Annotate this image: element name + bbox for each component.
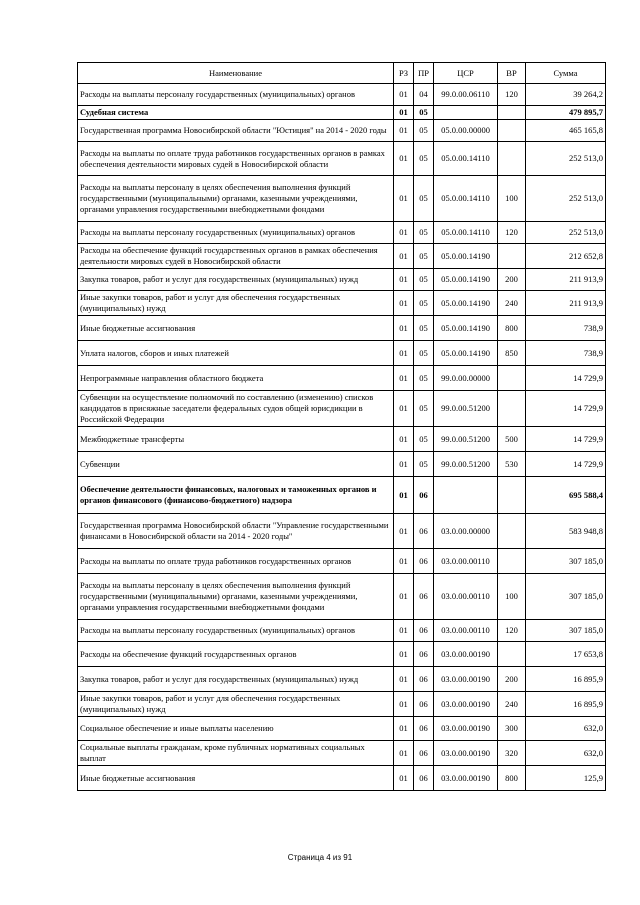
- table-row: [78, 316, 606, 341]
- cell-pr: 05: [414, 222, 434, 244]
- cell-pr: 05: [414, 291, 434, 316]
- cell-csr: 99.0.00.00000: [434, 366, 498, 391]
- cell-name: Социальное обеспечение и иные выплаты населению: [78, 717, 394, 741]
- table-row: [78, 84, 606, 106]
- cell-sum: 632,0: [526, 741, 606, 766]
- cell-vr: [498, 391, 526, 427]
- cell-sum: 16 895,9: [526, 667, 606, 692]
- cell-name: Государственная программа Новосибирской области "Юстиция" на 2014 - 2020 годы: [78, 120, 394, 142]
- cell-rz: 01: [394, 269, 414, 291]
- cell-name: Межбюджетные трансферты: [78, 427, 394, 452]
- cell-vr: 200: [498, 269, 526, 291]
- cell-vr: [498, 642, 526, 667]
- page-number: Страница 4 из 91: [287, 853, 353, 862]
- cell-rz: 01: [394, 366, 414, 391]
- cell-pr: 06: [414, 667, 434, 692]
- table-row: [78, 106, 606, 120]
- cell-csr: 03.0.00.00190: [434, 642, 498, 667]
- cell-name: Расходы на выплаты персоналу государственных (муниципальных) органов: [78, 222, 394, 244]
- table-row: [78, 642, 606, 667]
- cell-rz: 01: [394, 766, 414, 791]
- cell-name: Расходы на выплаты персоналу в целях обеспечения выполнения функций государственными (муниципальными) органами, казенными учреждениями, органами управления государственными внебюджетными фондами: [78, 574, 394, 620]
- cell-rz: 01: [394, 549, 414, 574]
- cell-vr: [498, 142, 526, 176]
- cell-rz: 01: [394, 741, 414, 766]
- cell-rz: 01: [394, 427, 414, 452]
- cell-sum: 307 185,0: [526, 620, 606, 642]
- cell-csr: 03.0.00.00110: [434, 549, 498, 574]
- cell-sum: 211 913,9: [526, 269, 606, 291]
- cell-name: Непрограммные направления областного бюджета: [78, 366, 394, 391]
- budget-table: [77, 62, 606, 791]
- table-header-row: [78, 63, 606, 84]
- cell-vr: [498, 244, 526, 269]
- cell-rz: 01: [394, 244, 414, 269]
- cell-sum: 14 729,9: [526, 391, 606, 427]
- table-row: [78, 452, 606, 477]
- cell-vr: [498, 106, 526, 120]
- table-row: [78, 667, 606, 692]
- cell-vr: [498, 549, 526, 574]
- table-row: [78, 427, 606, 452]
- cell-sum: 307 185,0: [526, 574, 606, 620]
- cell-pr: 06: [414, 620, 434, 642]
- cell-rz: 01: [394, 391, 414, 427]
- cell-rz: 01: [394, 667, 414, 692]
- cell-pr: 06: [414, 717, 434, 741]
- cell-name: Расходы на выплаты персоналу государственных (муниципальных) органов: [78, 84, 394, 106]
- cell-vr: 850: [498, 341, 526, 366]
- table-row: [78, 549, 606, 574]
- cell-pr: 06: [414, 642, 434, 667]
- cell-csr: 03.0.00.00190: [434, 766, 498, 791]
- table-row: [78, 244, 606, 269]
- cell-sum: 16 895,9: [526, 692, 606, 717]
- cell-name: Расходы на обеспечение функций государственных органов в рамках обеспечения деятельности мировых судей в Новосибирской области: [78, 244, 394, 269]
- cell-rz: 01: [394, 142, 414, 176]
- table-row: [78, 366, 606, 391]
- cell-rz: 01: [394, 222, 414, 244]
- cell-sum: 14 729,9: [526, 452, 606, 477]
- cell-pr: 06: [414, 741, 434, 766]
- cell-rz: 01: [394, 574, 414, 620]
- table-row: [78, 766, 606, 791]
- table-row: [78, 391, 606, 427]
- cell-sum: 252 513,0: [526, 222, 606, 244]
- cell-vr: [498, 120, 526, 142]
- header-name: Наименование: [78, 63, 394, 84]
- cell-csr: 05.0.00.14190: [434, 244, 498, 269]
- cell-vr: 800: [498, 766, 526, 791]
- table-row: [78, 142, 606, 176]
- cell-rz: 01: [394, 316, 414, 341]
- cell-name: Государственная программа Новосибирской области "Управление государственными финансами в Новосибирской области на 2014 - 2020 годы": [78, 514, 394, 549]
- cell-rz: 01: [394, 120, 414, 142]
- cell-pr: 06: [414, 514, 434, 549]
- cell-sum: 39 264,2: [526, 84, 606, 106]
- cell-name: Иные бюджетные ассигнования: [78, 316, 394, 341]
- cell-sum: 695 588,4: [526, 477, 606, 514]
- cell-pr: 06: [414, 477, 434, 514]
- cell-pr: 05: [414, 391, 434, 427]
- cell-sum: 465 165,8: [526, 120, 606, 142]
- cell-pr: 05: [414, 427, 434, 452]
- cell-pr: 05: [414, 120, 434, 142]
- cell-csr: 99.0.00.51200: [434, 427, 498, 452]
- cell-rz: 01: [394, 620, 414, 642]
- cell-name: Иные закупки товаров, работ и услуг для обеспечения государственных (муниципальных) нужд: [78, 291, 394, 316]
- cell-csr: 03.0.00.00190: [434, 692, 498, 717]
- cell-name: Субвенции на осуществление полномочий по составлению (изменению) списков кандидатов в присяжные заседатели федеральных судов общей юрисдикции в Российской Федерации: [78, 391, 394, 427]
- cell-rz: 01: [394, 291, 414, 316]
- cell-pr: 05: [414, 106, 434, 120]
- cell-name: Обеспечение деятельности финансовых, налоговых и таможенных органов и органов финансового (финансово-бюджетного) надзора: [78, 477, 394, 514]
- cell-sum: 14 729,9: [526, 366, 606, 391]
- cell-vr: 120: [498, 620, 526, 642]
- cell-csr: 03.0.00.00190: [434, 741, 498, 766]
- cell-name: Социальные выплаты гражданам, кроме публичных нормативных социальных выплат: [78, 741, 394, 766]
- cell-csr: 05.0.00.14190: [434, 269, 498, 291]
- cell-rz: 01: [394, 514, 414, 549]
- header-pr: ПР: [414, 63, 434, 84]
- cell-rz: 01: [394, 106, 414, 120]
- table-row: [78, 514, 606, 549]
- cell-csr: 05.0.00.14190: [434, 291, 498, 316]
- cell-csr: 99.0.00.51200: [434, 452, 498, 477]
- cell-sum: 17 653,8: [526, 642, 606, 667]
- table-row: [78, 291, 606, 316]
- cell-vr: 200: [498, 667, 526, 692]
- cell-rz: 01: [394, 84, 414, 106]
- cell-vr: 240: [498, 291, 526, 316]
- table-row: [78, 269, 606, 291]
- table-row: [78, 741, 606, 766]
- cell-name: Закупка товаров, работ и услуг для государственных (муниципальных) нужд: [78, 667, 394, 692]
- cell-pr: 06: [414, 766, 434, 791]
- cell-vr: 800: [498, 316, 526, 341]
- cell-csr: [434, 477, 498, 514]
- table-row: [78, 341, 606, 366]
- cell-pr: 05: [414, 176, 434, 222]
- cell-vr: [498, 366, 526, 391]
- cell-sum: 252 513,0: [526, 176, 606, 222]
- table-row: [78, 120, 606, 142]
- table-row: [78, 574, 606, 620]
- cell-pr: 05: [414, 452, 434, 477]
- cell-name: Судебная система: [78, 106, 394, 120]
- cell-rz: 01: [394, 341, 414, 366]
- cell-pr: 05: [414, 142, 434, 176]
- table-row: [78, 176, 606, 222]
- cell-name: Иные закупки товаров, работ и услуг для обеспечения государственных (муниципальных) нужд: [78, 692, 394, 717]
- table-row: [78, 717, 606, 741]
- cell-name: Расходы на выплаты по оплате труда работников государственных органов в рамках обеспечения деятельности мировых судей в Новосибирской области: [78, 142, 394, 176]
- cell-csr: 03.0.00.00190: [434, 717, 498, 741]
- cell-pr: 05: [414, 316, 434, 341]
- cell-sum: 252 513,0: [526, 142, 606, 176]
- header-rz: РЗ: [394, 63, 414, 84]
- header-csr: ЦСР: [434, 63, 498, 84]
- cell-csr: 03.0.00.00110: [434, 620, 498, 642]
- table-row: [78, 692, 606, 717]
- cell-vr: 300: [498, 717, 526, 741]
- cell-rz: 01: [394, 692, 414, 717]
- table-row: [78, 620, 606, 642]
- table-row: [78, 222, 606, 244]
- table-row: [78, 477, 606, 514]
- cell-name: Расходы на выплаты по оплате труда работников государственных органов: [78, 549, 394, 574]
- cell-pr: 06: [414, 574, 434, 620]
- cell-vr: [498, 514, 526, 549]
- header-sum: Сумма: [526, 63, 606, 84]
- cell-sum: 738,9: [526, 316, 606, 341]
- cell-pr: 04: [414, 84, 434, 106]
- cell-csr: 05.0.00.14190: [434, 341, 498, 366]
- cell-sum: 14 729,9: [526, 427, 606, 452]
- cell-vr: 240: [498, 692, 526, 717]
- cell-pr: 06: [414, 692, 434, 717]
- cell-csr: 99.0.00.06110: [434, 84, 498, 106]
- cell-csr: 05.0.00.14190: [434, 316, 498, 341]
- cell-csr: 05.0.00.14110: [434, 142, 498, 176]
- cell-rz: 01: [394, 477, 414, 514]
- cell-name: Расходы на обеспечение функций государственных органов: [78, 642, 394, 667]
- cell-rz: 01: [394, 717, 414, 741]
- cell-sum: 583 948,8: [526, 514, 606, 549]
- header-vr: ВР: [498, 63, 526, 84]
- cell-csr: 99.0.00.51200: [434, 391, 498, 427]
- cell-csr: 05.0.00.00000: [434, 120, 498, 142]
- cell-sum: 125,9: [526, 766, 606, 791]
- cell-sum: 307 185,0: [526, 549, 606, 574]
- cell-vr: 530: [498, 452, 526, 477]
- cell-pr: 05: [414, 366, 434, 391]
- cell-vr: 320: [498, 741, 526, 766]
- cell-rz: 01: [394, 452, 414, 477]
- cell-pr: 06: [414, 549, 434, 574]
- cell-csr: 03.0.00.00110: [434, 574, 498, 620]
- cell-name: Расходы на выплаты персоналу в целях обеспечения выполнения функций государственными (муниципальными) органами, казенными учреждениями, органами управления государственными внебюджетными фондами: [78, 176, 394, 222]
- cell-vr: [498, 477, 526, 514]
- cell-name: Закупка товаров, работ и услуг для государственных (муниципальных) нужд: [78, 269, 394, 291]
- cell-name: Уплата налогов, сборов и иных платежей: [78, 341, 394, 366]
- cell-rz: 01: [394, 642, 414, 667]
- cell-csr: 05.0.00.14110: [434, 222, 498, 244]
- cell-sum: 738,9: [526, 341, 606, 366]
- cell-csr: 03.0.00.00000: [434, 514, 498, 549]
- cell-vr: 120: [498, 222, 526, 244]
- cell-sum: 212 652,8: [526, 244, 606, 269]
- cell-csr: 03.0.00.00190: [434, 667, 498, 692]
- cell-pr: 05: [414, 269, 434, 291]
- cell-name: Иные бюджетные ассигнования: [78, 766, 394, 791]
- cell-sum: 479 895,7: [526, 106, 606, 120]
- cell-csr: 05.0.00.14110: [434, 176, 498, 222]
- cell-sum: 632,0: [526, 717, 606, 741]
- cell-name: Субвенции: [78, 452, 394, 477]
- cell-csr: [434, 106, 498, 120]
- cell-name: Расходы на выплаты персоналу государственных (муниципальных) органов: [78, 620, 394, 642]
- cell-vr: 100: [498, 176, 526, 222]
- cell-pr: 05: [414, 244, 434, 269]
- cell-vr: 100: [498, 574, 526, 620]
- cell-rz: 01: [394, 176, 414, 222]
- cell-sum: 211 913,9: [526, 291, 606, 316]
- cell-vr: 120: [498, 84, 526, 106]
- cell-vr: 500: [498, 427, 526, 452]
- cell-pr: 05: [414, 341, 434, 366]
